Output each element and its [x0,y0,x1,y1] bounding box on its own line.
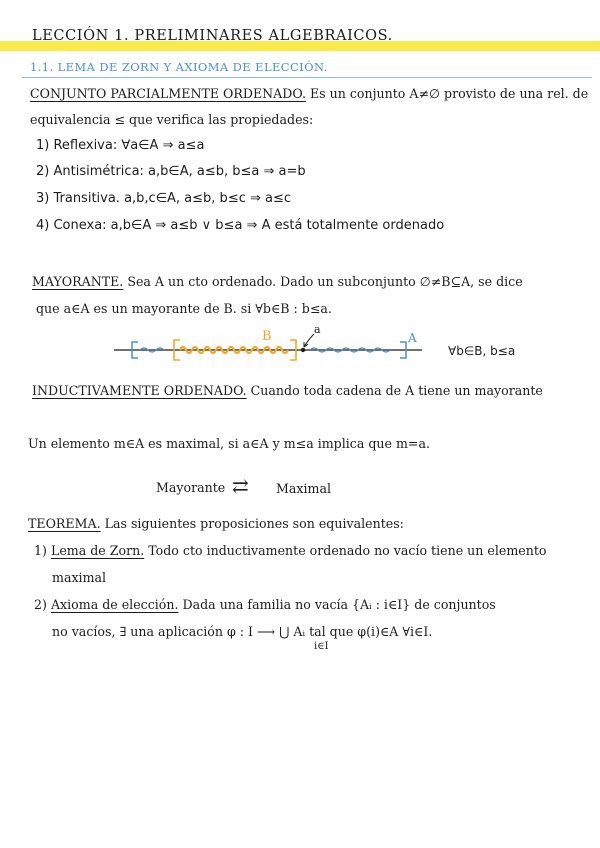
label-a-point: a [314,323,321,336]
prop-reflexiva: 1) Reflexiva: ∀a∈A ⇒ a≤a [36,138,205,153]
teorema-term: TEOREMA. [28,516,101,531]
teorema-item-1 [34,543,546,558]
relation-symbol: ⇄ [232,474,249,498]
teorema-item-2 [34,597,496,612]
diagram-caption: ∀b∈B, b≤a [448,344,516,358]
relation-right: Maximal [276,481,332,496]
point-a-arrow [304,334,314,347]
label-b: B [262,329,272,344]
item1-number: 1) [34,543,47,558]
poset-def-1: Es un conjunto A≠∅ provisto de una rel. de [309,86,589,101]
mayorante-def-1: Sea A un cto ordenado. Dado un subconjunto ∅≠B⊆A, se dice [127,274,523,289]
item2-line-2a: no vacíos, ∃ una aplicación φ : I ⟶ ⋃ Aᵢ [52,624,306,639]
maximal-def: Un elemento m∈A es maximal, si a∈A y m≤a implica que m=a. [28,436,430,451]
teorema-line [28,516,404,531]
poset-definition-line-1 [30,86,588,101]
poset-def-2: equivalencia ≤ que verifica las propiedades: [30,112,314,127]
point-a [301,348,305,352]
mayorante-term: MAYORANTE. [32,274,124,289]
poset-term: CONJUNTO PARCIALMENTE ORDENADO. [30,86,306,101]
subtitle-underline [22,77,592,78]
inductivo-def: Cuando toda cadena de A tiene un mayorante [250,383,543,398]
item1-line-1: Todo cto inductivamente ordenado no vacío tiene un elemento [148,543,547,558]
item2-number: 2) [34,597,47,612]
prop-transitiva: 3) Transitiva. a,b,c∈A, a≤b, b≤c ⇒ a≤c [36,191,292,206]
relation-left: Mayorante [156,480,226,495]
label-a-set: A [408,331,417,345]
item2-line-1: Dada una familia no vacía {Aᵢ : i∈I} de conjuntos [182,597,496,612]
teorema-intro: Las siguientes proposiciones son equivalentes: [104,516,404,531]
mayorante-line-1 [32,274,523,289]
item1-term: Lema de Zorn. [50,543,145,558]
inductivo-line [32,383,543,398]
item2-term: Axioma de elección. [50,597,179,612]
union-index: i∈I [314,641,329,652]
prop-conexa: 4) Conexa: a,b∈A ⇒ a≤b ∨ b≤a ⇒ A está totalmente ordenado [36,218,445,233]
mayorante-def-2: que a∈A es un mayorante de B. si ∀b∈B : b≤a. [36,301,332,316]
item2-line-2 [52,624,432,639]
inductivo-term: INDUCTIVAMENTE ORDENADO. [32,383,247,398]
item2-line-2b: tal que φ(i)∈A ∀i∈I. [309,624,433,639]
page-title: LECCIÓN 1. PRELIMINARES ALGEBRAICOS. [32,28,393,44]
item1-line-2: maximal [52,570,107,585]
section-subtitle: 1.1. LEMA DE ZORN Y AXIOMA DE ELECCIÓN. [30,60,328,74]
prop-antisimetrica: 2) Antisimétrica: a,b∈A, a≤b, b≤a ⇒ a=b [36,164,306,179]
